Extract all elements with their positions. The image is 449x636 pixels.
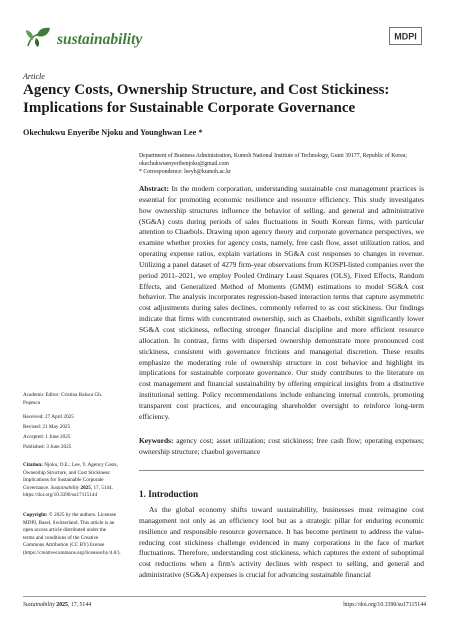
published-date: Published: 3 June 2025	[23, 444, 72, 450]
intro-paragraph: As the global economy shifts toward sustainability, businesses must reimagine cost management not only as an efficiency tool but as a strategic pillar for enduring economic resilience and responsible resource governance. It has become pertinent to address the value-reducing cost stickiness challenge evidenced in many corporations in the face of market fluctuations. Therefore, understanding cost stickiness, which captures the extent of suboptimal cost reductions when a firm's activity declines with respect to selling, and general and administrative (SG&A) expenses is crucial for advancing sustainable financial	[139, 505, 424, 580]
abstract	[139, 184, 424, 423]
abstract-text: In the modern corporation, understanding sustainable cost management practices is essential for promoting economic resilience and resource efficiency. This study investigates how ownership structures influence the behavior of selling, and general and administrative (SG&A) costs during periods of sales fluctuations in South Korean firms, with particular attention to Chaebols. Drawing upon agency theory and corporate governance perspectives, we examine whether proxies for agency costs, namely, free cash flow, asset utilization ratios, and operating expense ratios, explain variations in SG&A cost responses to changes in revenue. Utilizing a panel dataset of 4279 firm-year observations from KOSPI-listed companies over the period 2011–2021, we employ Pooled Ordinary Least Squares (OLS), Fixed Effects, Random Effects, and Generalized Method of Moments (GMM) estimations to model SG&A cost behavior. The analysis incorporates regression-based interaction terms that capture asymmetric cost adjustments during sales declines, commonly referred to as cost stickiness. Our findings indicate that firms with concentrated ownership, such as Chaebols, exhibit significantly lower SG&A cost stickiness, reflecting stronger financial discipline and more efficient resource allocation. In contrast, firms with dispersed ownership demonstrate more pronounced cost stickiness, consistent with governance frictions and managerial discretion. These results emphasize the moderating role of ownership structure in cost behavior and highlight its implications for sustainable corporate governance. Our study contributes to the literature on cost management and financial sustainability by offering empirical insights from a distinctive institutional setting. Policy recommendations include enhancing internal controls, promoting transparent cost practices, and encouraging shareholder oversight to reinforce long-term efficiency.	[139, 184, 424, 421]
citation-journal: Sustainability	[50, 484, 80, 491]
revised-date: Revised: 21 May 2025	[23, 424, 71, 430]
footer-doi-link[interactable]: https://doi.org/10.3390/su17115144	[343, 602, 426, 608]
abstract-label: Abstract:	[139, 184, 169, 193]
affiliation: Department of Business Administration, Kumoh National Institute of Technology, Gumi 39177, Republic of Korea; okechukwuenyeribenjoku@gmail.com	[139, 153, 407, 167]
keywords-divider	[139, 470, 424, 471]
footer-divider	[23, 596, 426, 597]
footer-year: 2025	[56, 602, 68, 608]
citation-year: 2025	[80, 484, 91, 491]
keywords	[139, 436, 424, 458]
correspondence: * Correspondence: leeyh@kumoh.ac.kr	[139, 169, 231, 175]
citation-rest: , 17, 5144. https://doi.org/10.3390/su17115144	[23, 484, 113, 498]
copyright-label: Copyright:	[23, 512, 48, 518]
mdpi-logo-icon	[389, 27, 422, 45]
editor-label: Academic Editor:	[23, 392, 60, 398]
footer-journal: Sustainability	[23, 602, 55, 608]
editor-name: Cristina Raluca Gh. Popescu	[23, 392, 103, 406]
article-type: Article	[23, 72, 45, 81]
journal-leaf-logo-icon	[24, 26, 52, 53]
article-title: Agency Costs, Ownership Structure, and Cost Stickiness: Implications for Sustainable Corporate Governance	[23, 82, 390, 116]
mdpi-logo-text: MDPI	[394, 31, 417, 42]
authors: Okechukwu Enyeribe Njoku and Younghwan Lee *	[23, 128, 203, 137]
keywords-text: agency cost; asset utilization; cost stickiness; free cash flow; operating expenses; ownership structure; chaebol governance	[139, 436, 424, 456]
copyright	[23, 512, 121, 557]
keywords-label: Keywords:	[139, 436, 174, 445]
journal-name: sustainability	[57, 31, 143, 48]
academic-editor	[23, 392, 118, 407]
accepted-date: Accepted: 1 June 2025	[23, 434, 71, 440]
citation	[23, 462, 118, 500]
copyright-text: © 2025 by the authors. Licensee MDPI, Basel, Switzerland. This article is an open access article distributed under the terms and conditions of the Creative Commons Attribution (CC BY) license (https://creativecommons.org/licenses/by/4.0/).	[23, 512, 121, 556]
citation-text: Njoku, O.E.; Lee, Y. Agency Costs, Ownership Structure, and Cost Stickiness: Implications for Sustainable Corporate Governance.	[23, 462, 118, 491]
section-heading: 1. Introduction	[139, 489, 199, 499]
citation-label: Citation:	[23, 462, 43, 468]
footer-volume: , 17, 5144	[67, 602, 92, 608]
footer-citation	[23, 602, 91, 608]
received-date: Received: 27 April 2025	[23, 414, 74, 420]
